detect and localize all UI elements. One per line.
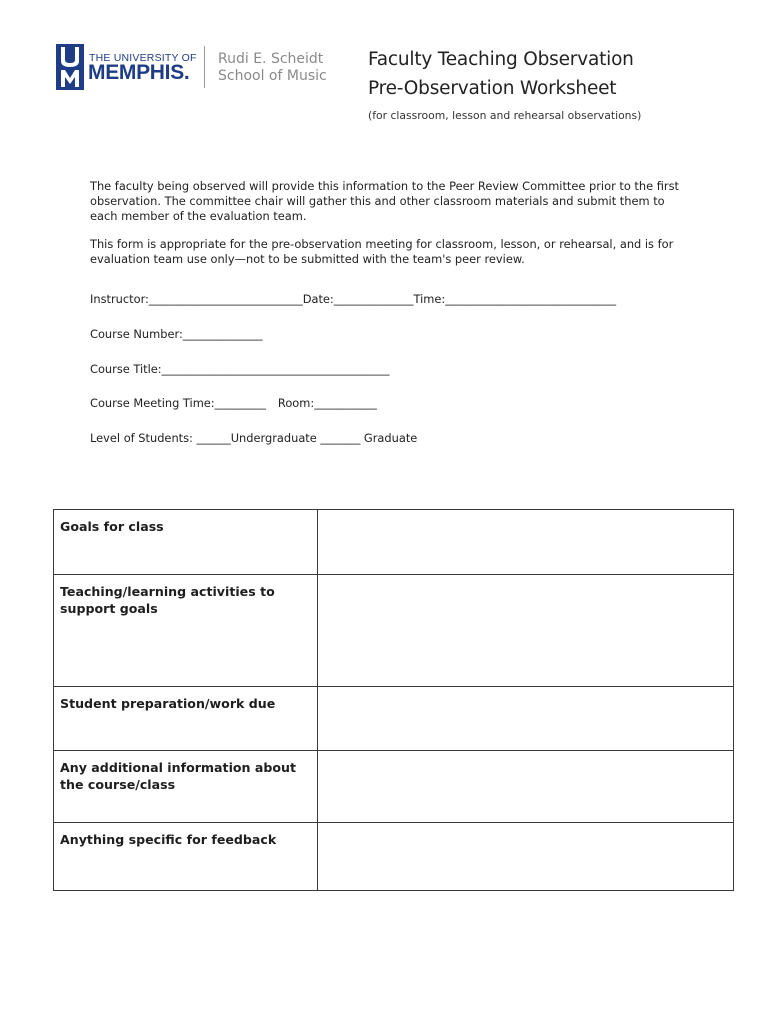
table-label-cell bbox=[54, 687, 318, 751]
date-field[interactable]: ______________ bbox=[333, 292, 414, 306]
school-name-line2: School of Music bbox=[218, 68, 327, 84]
activities-answer[interactable] bbox=[318, 575, 733, 686]
course-number-line bbox=[90, 327, 263, 341]
activities-label: Teaching/learning activities to support goals bbox=[60, 584, 275, 616]
preparation-answer[interactable] bbox=[318, 687, 733, 750]
table-row bbox=[54, 751, 734, 823]
student-level-label: Level of Students: bbox=[90, 431, 193, 445]
table-row bbox=[54, 575, 734, 687]
feedback-label: Anything specific for feedback bbox=[60, 832, 277, 847]
university-name: MEMPHIS. bbox=[88, 61, 190, 84]
time-field[interactable]: ______________________________ bbox=[445, 292, 617, 306]
additional-info-answer-cell[interactable] bbox=[318, 751, 734, 823]
room-label: Room: bbox=[277, 396, 315, 410]
table-label-cell bbox=[54, 575, 318, 687]
observation-table bbox=[53, 509, 734, 891]
school-name bbox=[218, 51, 327, 85]
course-number-field[interactable]: ______________ bbox=[182, 327, 263, 341]
document-title-line1: Faculty Teaching Observation bbox=[368, 49, 634, 70]
instructor-date-time-line bbox=[90, 292, 616, 306]
document-subtitle: (for classroom, lesson and rehearsal observations) bbox=[368, 109, 642, 122]
goals-answer[interactable] bbox=[318, 510, 733, 574]
school-name-line1: Rudi E. Scheidt bbox=[218, 51, 324, 67]
undergraduate-field[interactable]: ______ bbox=[196, 431, 231, 445]
university-small-text: THE UNIVERSITY OF bbox=[89, 52, 197, 64]
meeting-time-room-line bbox=[90, 396, 377, 410]
course-title-field[interactable]: ________________________________________ bbox=[161, 362, 390, 376]
additional-info-label: Any additional information about the course/class bbox=[60, 760, 297, 792]
room-field[interactable]: ___________ bbox=[314, 396, 377, 410]
preparation-answer-cell[interactable] bbox=[318, 687, 734, 751]
logo-divider bbox=[204, 46, 205, 88]
additional-info-answer[interactable] bbox=[318, 751, 733, 822]
table-row bbox=[54, 823, 734, 891]
goals-label: Goals for class bbox=[60, 519, 164, 534]
activities-answer-cell[interactable] bbox=[318, 575, 734, 687]
undergraduate-label: Undergraduate bbox=[230, 431, 317, 445]
table-label-cell bbox=[54, 823, 318, 891]
meeting-time-field[interactable]: _________ bbox=[214, 396, 266, 410]
meeting-time-label: Course Meeting Time: bbox=[90, 396, 215, 410]
instructor-label: Instructor: bbox=[90, 292, 149, 306]
feedback-answer[interactable] bbox=[318, 823, 733, 890]
intro-paragraph-2: This form is appropriate for the pre-observation meeting for classroom, lesson, or rehearsal, and is for evaluation team use only—not to be submitted with the team's peer review. bbox=[90, 237, 674, 266]
student-level-line bbox=[90, 431, 417, 445]
preparation-label: Student preparation/work due bbox=[60, 696, 276, 711]
goals-answer-cell[interactable] bbox=[318, 510, 734, 575]
date-label: Date: bbox=[302, 292, 334, 306]
feedback-answer-cell[interactable] bbox=[318, 823, 734, 891]
document-title-line2: Pre-Observation Worksheet bbox=[368, 78, 617, 99]
table-row bbox=[54, 510, 734, 575]
course-number-label: Course Number: bbox=[90, 327, 183, 341]
um-logo-mark-icon bbox=[56, 44, 84, 90]
time-label: Time: bbox=[413, 292, 446, 306]
graduate-label: Graduate bbox=[363, 431, 418, 445]
table-label-cell bbox=[54, 510, 318, 575]
instructor-field[interactable]: ___________________________ bbox=[148, 292, 303, 306]
course-title-label: Course Title: bbox=[90, 362, 162, 376]
table-row bbox=[54, 687, 734, 751]
graduate-field[interactable]: _______ bbox=[320, 431, 361, 445]
course-title-line bbox=[90, 362, 389, 376]
table-label-cell bbox=[54, 751, 318, 823]
intro-paragraph-1: The faculty being observed will provide this information to the Peer Review Committee prior to the first observation. The committee chair will gather this and other classroom materials and submit them to each member of the evaluation team. bbox=[90, 179, 680, 223]
